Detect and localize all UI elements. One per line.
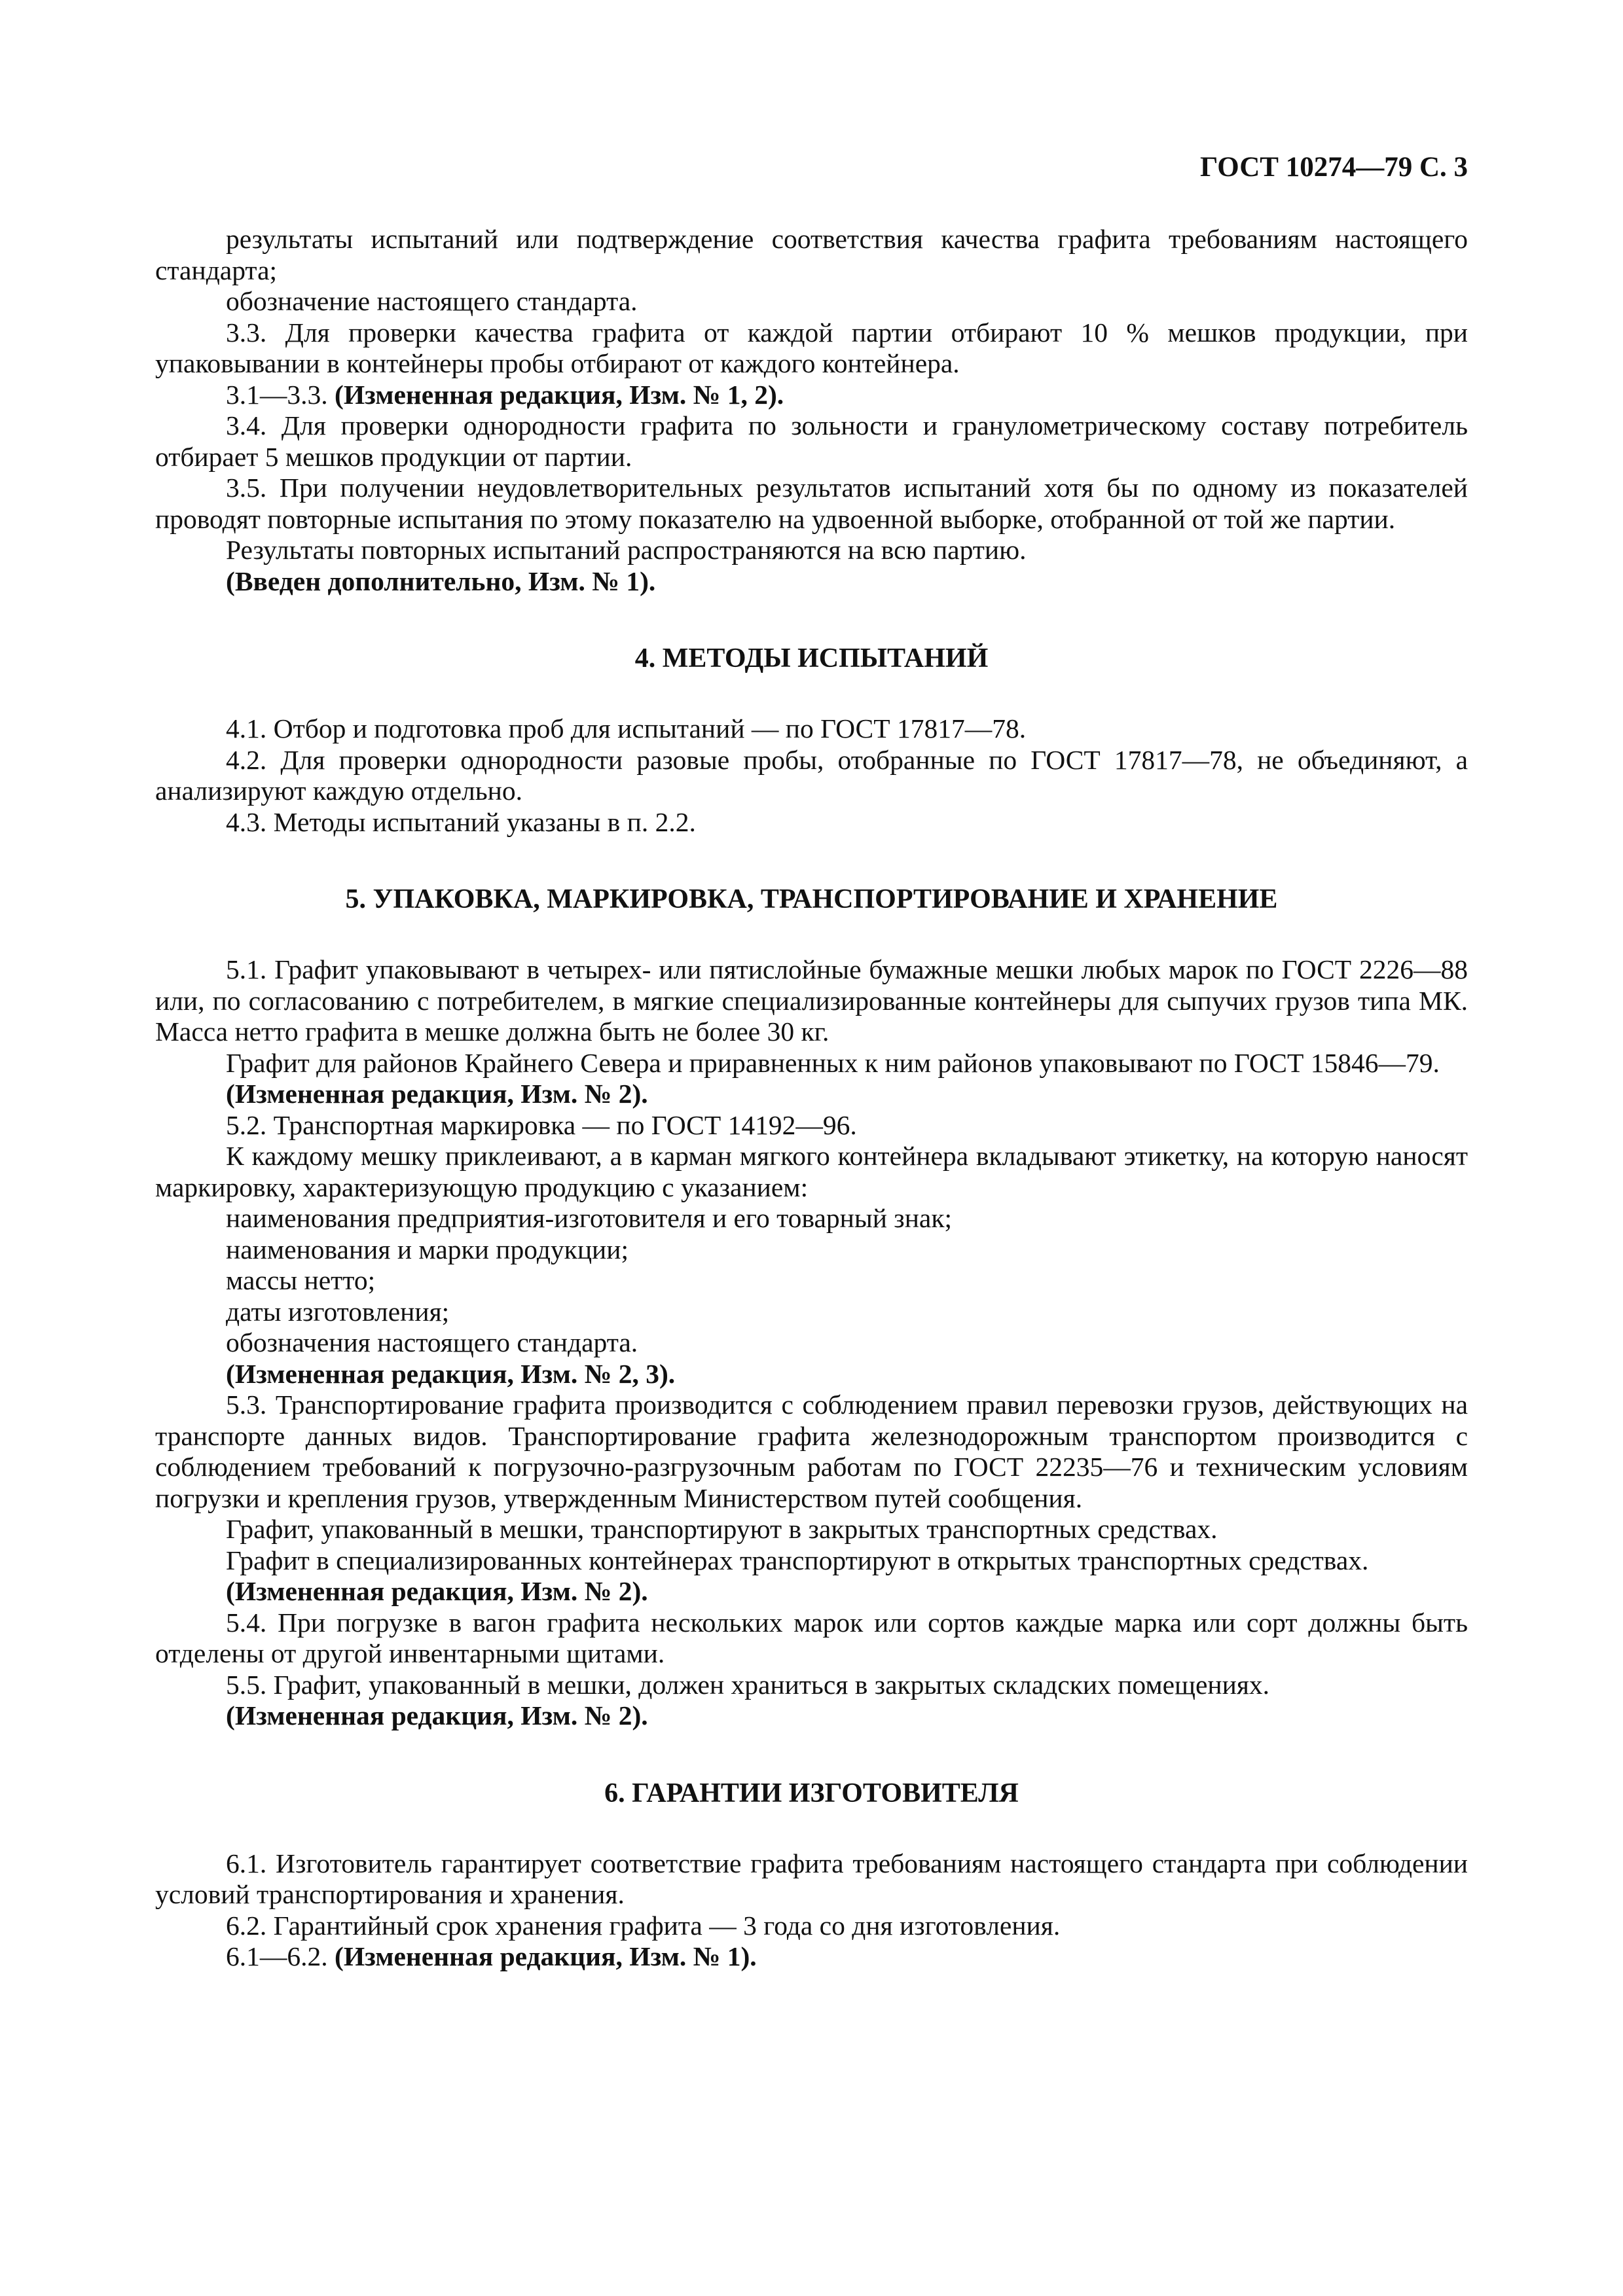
amendment-note: (Измененная редакция, Изм. № 2).	[226, 1700, 648, 1731]
amendment-note	[155, 380, 1468, 411]
paragraph: результаты испытаний или подтверждение соответствия качества графита требованиям настоящего стандарта;	[155, 224, 1468, 285]
paragraph: Графит в специализированных контейнерах транспортируют в открытых транспортных средствах.	[226, 1545, 1369, 1575]
paragraph: 3.4. Для проверки однородности графита по зольности и гранулометрическому составу потребитель отбирает 5 мешков продукции от партии.	[155, 410, 1468, 472]
list-item: наименования предприятия-изготовителя и его товарный знак;	[226, 1203, 953, 1233]
amendment-note: (Измененная редакция, Изм. № 2).	[226, 1079, 648, 1109]
paragraph: 4.1. Отбор и подготовка проб для испытаний — по ГОСТ 17817—78.	[226, 713, 1027, 744]
amendment-note: (Измененная редакция, Изм. № 2).	[226, 1576, 648, 1606]
paragraph: Графит для районов Крайнего Севера и приравненных к ним районов упаковывают по ГОСТ 15846—79.	[226, 1047, 1440, 1078]
list-item: массы нетто;	[226, 1265, 376, 1295]
section-3-continuation	[155, 224, 1468, 597]
paragraph: 4.3. Методы испытаний указаны в п. 2.2.	[226, 806, 696, 837]
paragraph: 6.1. Изготовитель гарантирует соответствие графита требованиям настоящего стандарта при соблюдении условий транспортирования и хранения.	[155, 1848, 1468, 1909]
section-6	[155, 1848, 1468, 1973]
section-4	[155, 713, 1468, 838]
page-header: ГОСТ 10274—79 С. 3	[1199, 152, 1468, 183]
amendment-note	[155, 1941, 1468, 1973]
paragraph: Графит, упакованный в мешки, транспортируют в закрытых транспортных средствах.	[226, 1514, 1218, 1544]
paragraph: обозначение настоящего стандарта.	[226, 286, 638, 316]
paragraph: 5.5. Графит, упакованный в мешки, должен храниться в закрытых складских помещениях.	[226, 1669, 1270, 1700]
paragraph: К каждому мешку приклеивают, а в карман мягкого контейнера вкладывают этикетку, на которую наносят маркировку, характеризующую продукцию с указанием:	[155, 1141, 1468, 1202]
list-item: даты изготовления;	[226, 1296, 450, 1327]
paragraph: 3.5. При получении неудовлетворительных результатов испытаний хотя бы по одному из показателей проводят повторные испытания по этому показателю на удвоенной выборке, отобранной от той же партии.	[155, 473, 1468, 534]
document-page	[155, 0, 1468, 2296]
amendment-note: (Измененная редакция, Изм. № 2, 3).	[226, 1358, 676, 1389]
section-5-title: 5. УПАКОВКА, МАРКИРОВКА, ТРАНСПОРТИРОВАНИЕ И ХРАНЕНИЕ	[345, 884, 1278, 914]
section-6-title: 6. ГАРАНТИИ ИЗГОТОВИТЕЛЯ	[604, 1778, 1019, 1808]
section-5	[155, 954, 1468, 1732]
paragraph: 3.3. Для проверки качества графита от каждой партии отбирают 10 % мешков продукции, при упаковывании в контейнеры пробы отбирают от каждого контейнера.	[155, 317, 1468, 378]
list-item: обозначения настоящего стандарта.	[226, 1327, 638, 1357]
paragraph: 5.1. Графит упаковывают в четырех- или пятислойные бумажные мешки любых марок по ГОСТ 2226—88 или, по согласованию с потребителем, в мягкие специализированные контейнеры для сыпучих грузов типа МК. Масса нетто графита в мешке должна быть не более 30 кг.	[155, 954, 1468, 1047]
list-item: наименования и марки продукции;	[226, 1234, 629, 1265]
paragraph: 5.4. При погрузке в вагон графита нескольких марок или сортов каждые марка или сорт должны быть отделены от другой инвентарными щитами.	[155, 1607, 1468, 1668]
clause-range: 3.1—3.3.	[226, 379, 335, 410]
clause-range: 6.1—6.2.	[226, 1941, 335, 1971]
amendment-text: (Измененная редакция, Изм. № 1, 2).	[335, 379, 784, 410]
paragraph: 4.2. Для проверки однородности разовые пробы, отобранные по ГОСТ 17817—78, не объединяют, а анализируют каждую отдельно.	[155, 744, 1468, 806]
paragraph: Результаты повторных испытаний распространяются на всю партию.	[226, 535, 1027, 565]
amendment-note: (Введен дополнительно, Изм. № 1).	[226, 565, 656, 596]
amendment-text: (Измененная редакция, Изм. № 1).	[335, 1941, 757, 1971]
document-body	[155, 224, 1468, 1973]
paragraph: 5.3. Транспортирование графита производится с соблюдением правил перевозки грузов, действующих на транспорте данных видов. Транспортирование графита железнодорожным транспортом производится с соблюдением требований к погрузочно-разгрузочным работам по ГОСТ 22235—76 и техническим условиям погрузки и крепления грузов, утвержденным Министерством путей сообщения.	[155, 1390, 1468, 1513]
section-4-title: 4. МЕТОДЫ ИСПЫТАНИЙ	[634, 643, 989, 673]
paragraph: 5.2. Транспортная маркировка — по ГОСТ 14192—96.	[226, 1109, 857, 1140]
paragraph: 6.2. Гарантийный срок хранения графита — 3 года со дня изготовления.	[226, 1910, 1061, 1941]
